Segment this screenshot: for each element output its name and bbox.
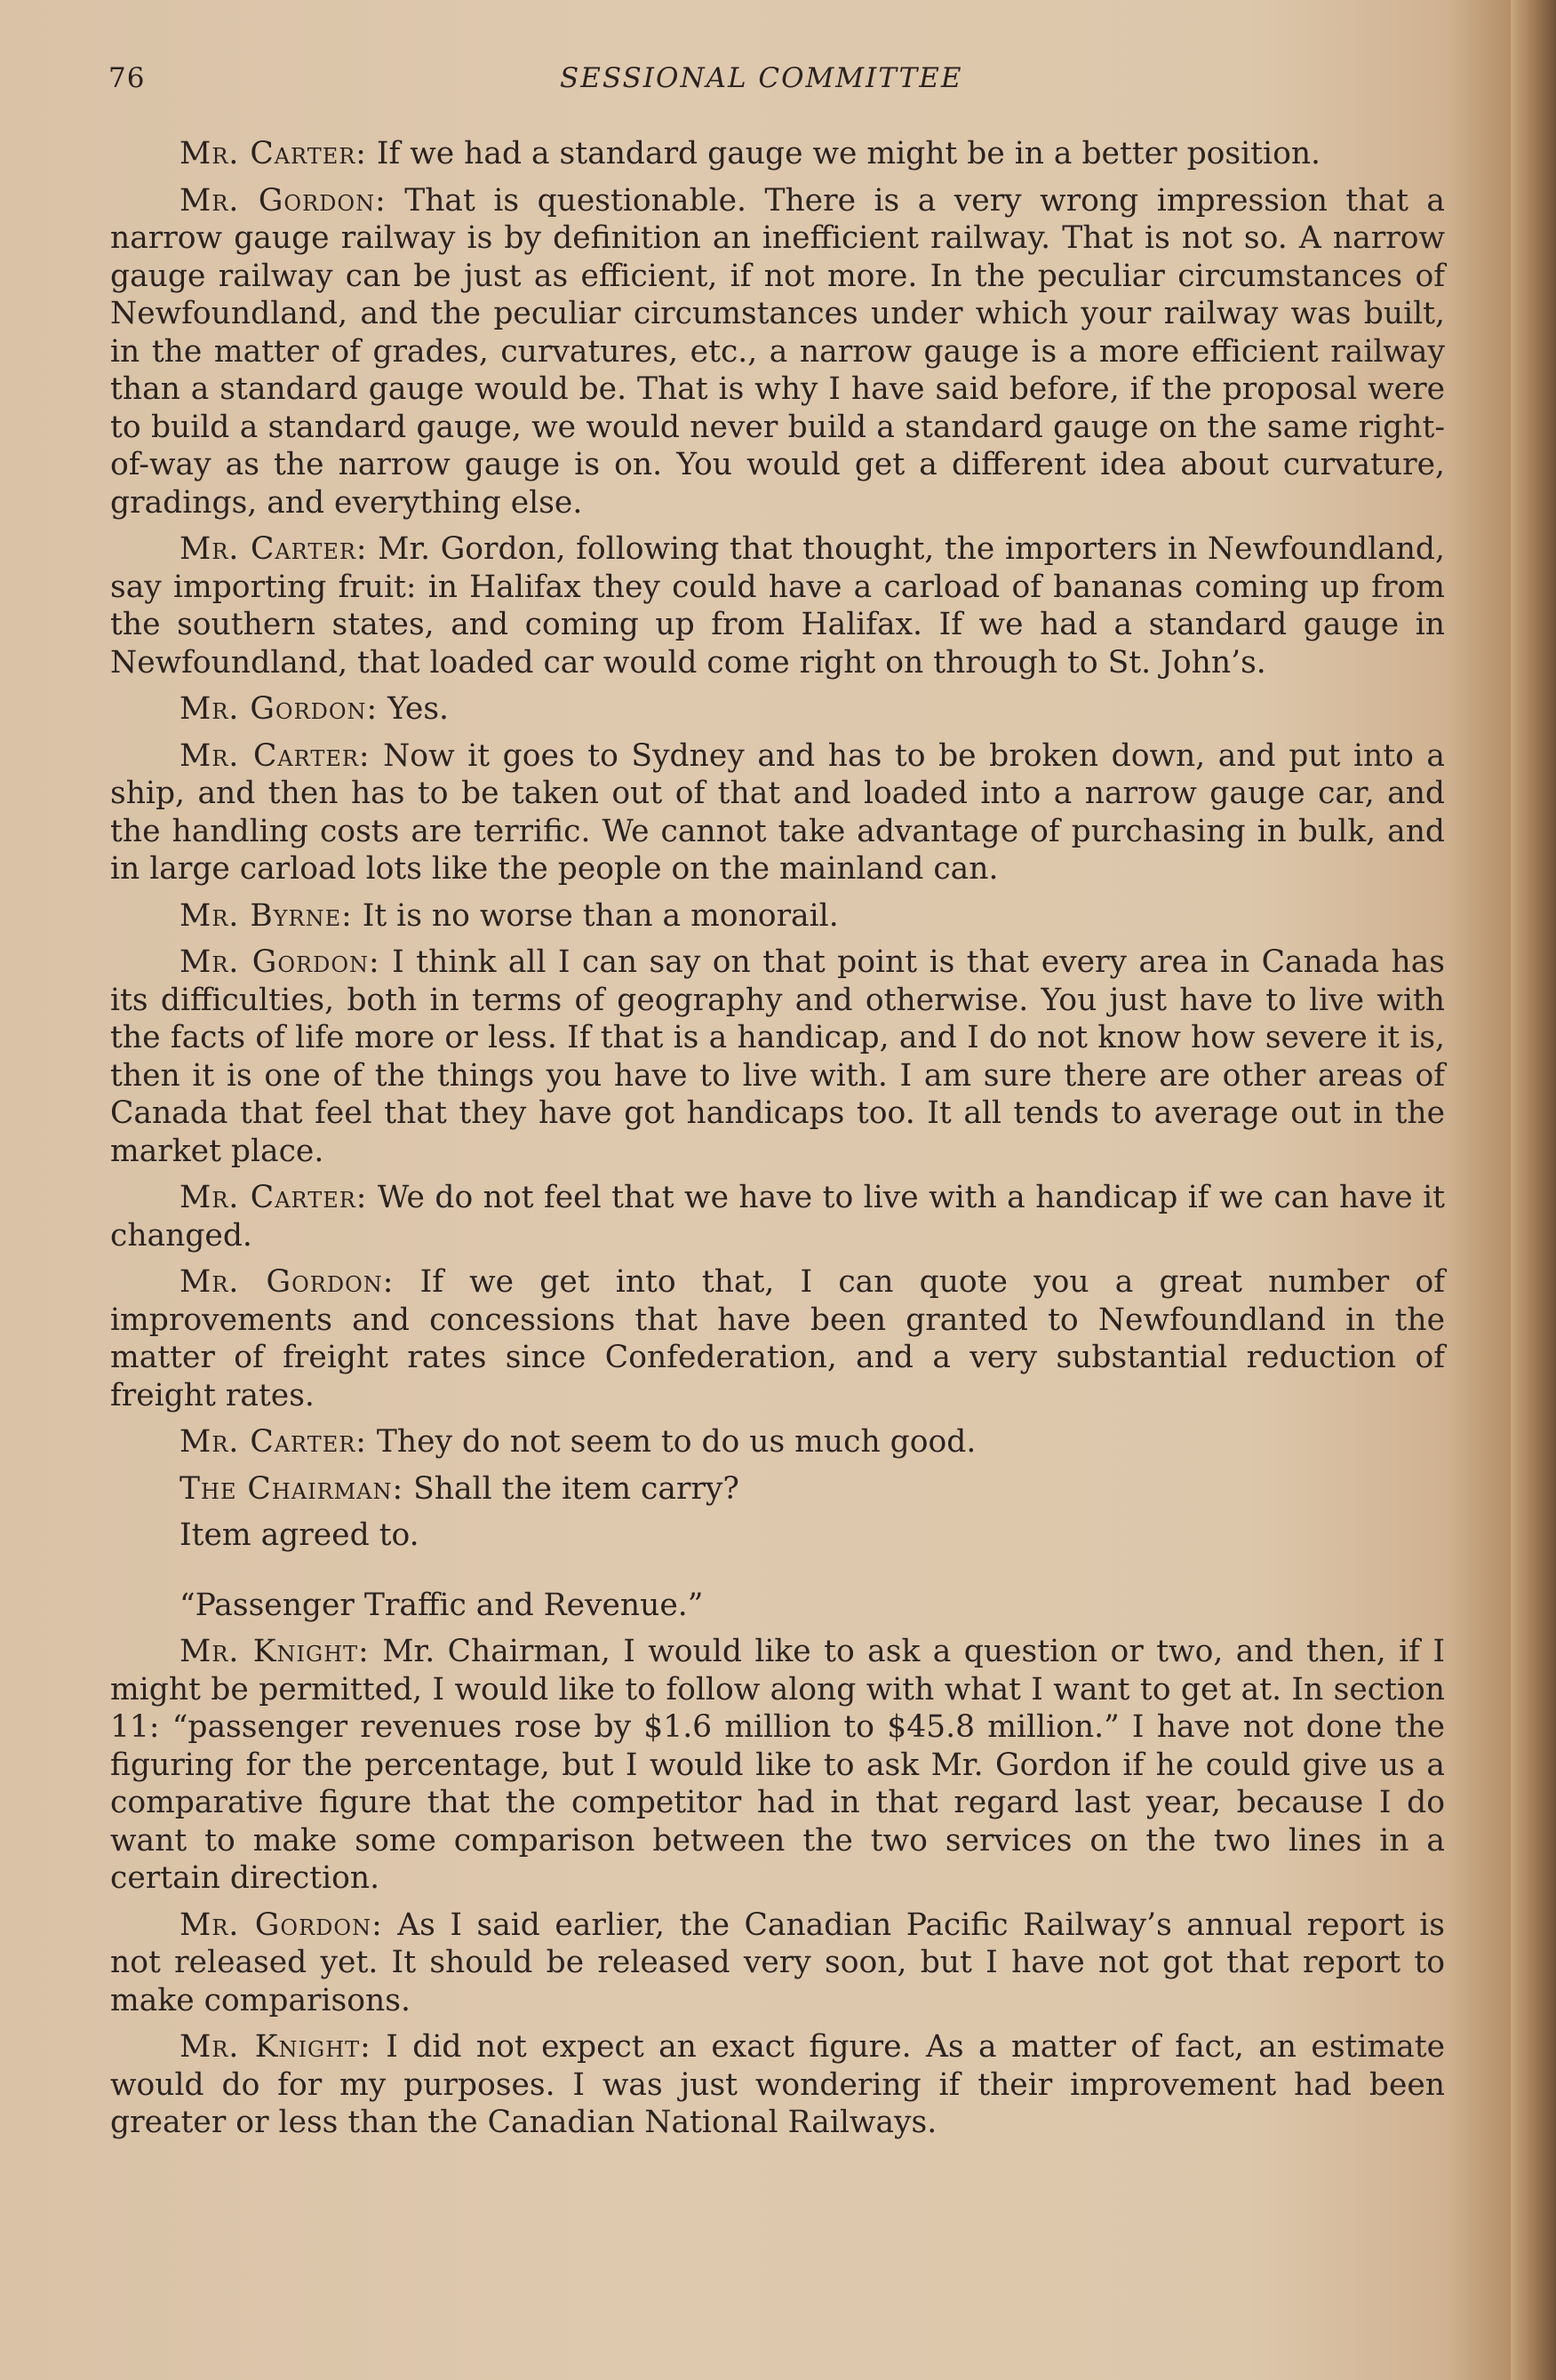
paragraph-text: Shall the item carry?: [403, 1470, 739, 1507]
paragraph: [110, 943, 1445, 1170]
paragraph-text: I did not expect an exact figure. As a matter of fact, an estimate would do for my purposes. I was just wondering if their improvement had been greater or less than the Canadian National Railways.: [110, 2029, 1445, 2140]
paragraph: [110, 690, 1445, 728]
paragraph-text: If we get into that, I can quote you a great number of improvements and concessions that have been granted to Newfoundland in the matter of freight rates since Confederation, and a very substantial reduction of freight rates.: [110, 1264, 1445, 1413]
transcript-body: [110, 135, 1445, 2151]
paragraph: [110, 1470, 1445, 1508]
speaker-name: Mr. Gordon:: [180, 182, 387, 219]
paragraph-text: As I said earlier, the Canadian Pacific Railway’s annual report is not released yet. It should be released very soon, but I have not got that report to make comparisons.: [110, 1906, 1445, 2018]
item-agreed-line: [110, 1516, 1445, 1555]
running-head-title: SESSIONAL COMMITTEE: [560, 62, 963, 94]
paragraph: [110, 1179, 1445, 1254]
speaker-name: Mr. Gordon:: [180, 1906, 383, 1943]
speaker-name: Mr. Carter:: [180, 1424, 367, 1460]
paragraph: [110, 135, 1445, 173]
paragraph: [110, 2028, 1445, 2142]
speaker-name: Mr. Gordon:: [180, 944, 380, 980]
speaker-name: Mr. Knight:: [180, 1634, 370, 1669]
paragraph-text: If we had a standard gauge we might be in a better position.: [366, 136, 1321, 171]
section-heading: [110, 1587, 1445, 1625]
speaker-name: Mr. Carter:: [180, 1180, 368, 1215]
page-number: 76: [108, 62, 146, 94]
paragraph: [110, 1423, 1445, 1461]
paragraph-text: Now it goes to Sydney and has to be broken down, and put into a ship, and then has to be taken out of that and loaded into a narrow gauge car, and the handling costs are terrific. We cannot take advantage of purchasing in bulk, and in large carload lots like the people on the mainland can.: [110, 737, 1445, 887]
paragraph-text: “Passenger Traffic and Revenue.”: [180, 1587, 704, 1623]
paragraph: [110, 182, 1445, 522]
speaker-name: Mr. Knight:: [180, 2029, 371, 2065]
running-head: [108, 62, 1441, 107]
speaker-name: Mr. Carter:: [180, 737, 371, 774]
paragraph-text: I think all I can say on that point is that every area in Canada has its difficulties, both in terms of geography and otherwise. You just have to live with the facts of life more or less. If that is a handicap, and I do not know how severe it is, then it is one of the things you have to live with. I am sure there are other areas of Canada that feel that they have got handicaps too. It all tends to average out in the market place.: [110, 944, 1445, 1169]
speaker-name: Mr. Gordon:: [180, 691, 379, 727]
paragraph: [110, 1906, 1445, 2020]
paragraph-text: We do not feel that we have to live with a handicap if we can have it changed.: [110, 1180, 1445, 1254]
paragraph-text: They do not seem to do us much good.: [366, 1424, 977, 1460]
paragraph: [110, 1633, 1445, 1898]
speaker-name: Mr. Carter:: [180, 531, 368, 567]
paragraph-text: Mr. Gordon, following that thought, the importers in Newfoundland, say importing fruit: in Halifax they could have a carload of bananas coming up from the southern states, and coming up from Halifax. If we had a standard gauge in Newfoundland, that loaded car would come right on through to St. John’s.: [110, 531, 1445, 681]
paragraph: [110, 530, 1445, 681]
paragraph: [110, 737, 1445, 888]
speaker-name: Mr. Byrne:: [180, 897, 353, 934]
paragraph-text: Yes.: [378, 691, 450, 727]
paragraph-text: That is questionable. There is a very wrong impression that a narrow gauge railway is by definition an inefficient railway. That is not so. A narrow gauge railway can be just as efficient, if not more. In the peculiar circumstances of Newfoundland, and the peculiar circumstances under which your railway was built, in the matter of grades, curvatures, etc., a narrow gauge is a more efficient railway than a standard gauge would be. That is why I have said before, if the proposal were to build a standard gauge, we would never build a standard gauge on the same right-of-way as the narrow gauge is on. You would get a different idea about curvature, gradings, and everything else.: [110, 182, 1445, 521]
paragraph-text: Item agreed to.: [180, 1517, 419, 1553]
book-spine-edge: [1511, 0, 1556, 2380]
speaker-name: Mr. Gordon:: [180, 1264, 395, 1300]
paragraph-text: It is no worse than a monorail.: [352, 897, 839, 934]
speaker-name: The Chairman:: [180, 1470, 404, 1507]
paragraph-text: Mr. Chairman, I would like to ask a question or two, and then, if I might be permitted, I would like to follow along with what I want to get at. In section 11: “passenger revenues rose by $1.6 million to $45.8 million.” I have not done the figuring for the percentage, but I would like to ask Mr. Gordon if he could give us a comparative figure that the competitor had in that regard last year, because I do want to make some comparison between the two services on the two lines in a certain direction.: [110, 1634, 1445, 1896]
paragraph: [110, 897, 1445, 935]
paragraph: [110, 1263, 1445, 1414]
speaker-name: Mr. Carter:: [180, 136, 367, 171]
